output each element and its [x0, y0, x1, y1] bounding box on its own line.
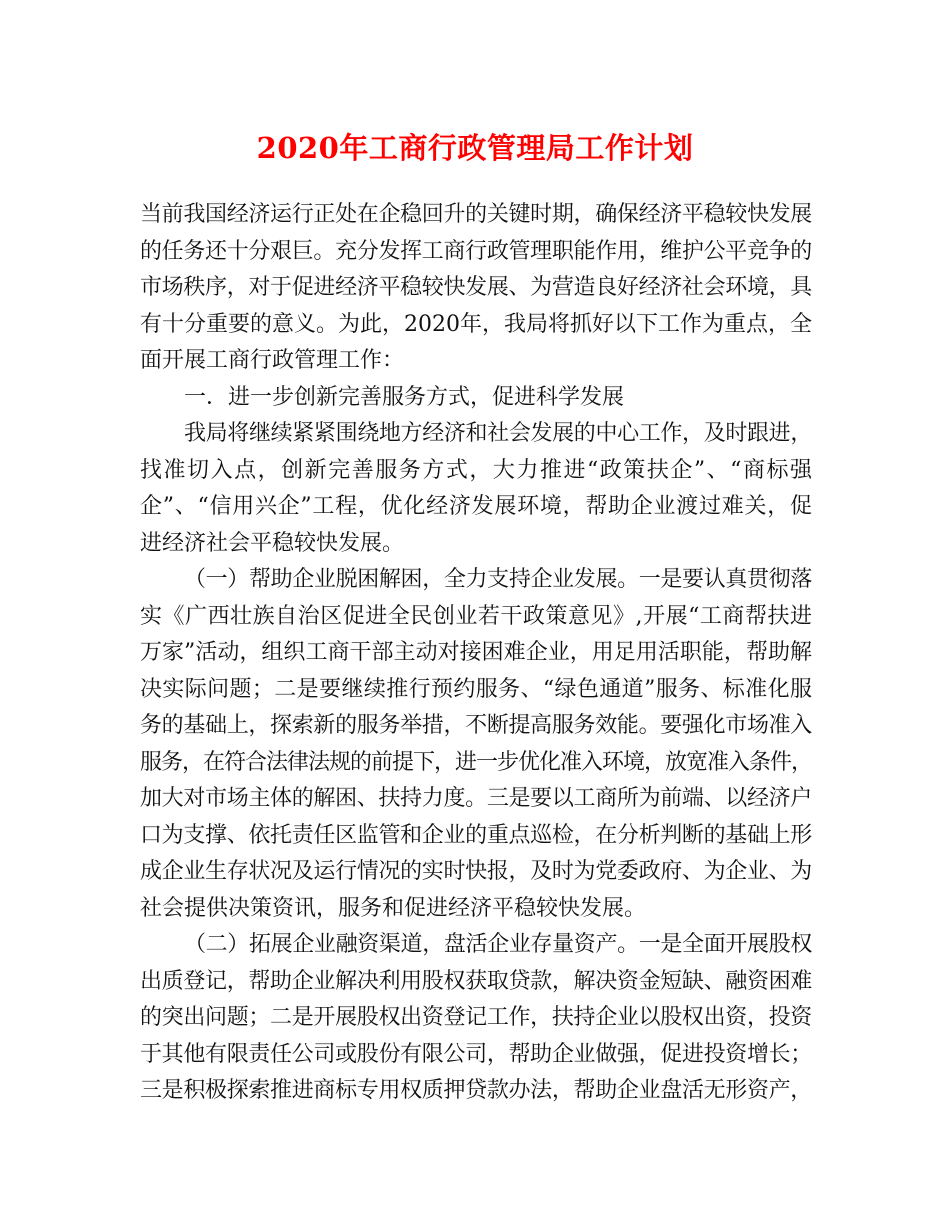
- text-line: 出质登记，帮助企业解决利用股权获取贷款，解决资金短缺、融资困难: [140, 968, 812, 994]
- text-line: 有十分重要的意义。为此，2020年，我局将抓好以下工作为重点，全: [140, 311, 812, 337]
- text-line: 市场秩序，对于促进经济平稳较快发展、为营造良好经济社会环境，具: [140, 275, 812, 300]
- text-line: 找准切入点，创新完善服务方式，大力推进“政策扶企”、“商标强: [140, 457, 812, 483]
- text-line: 一．进一步创新完善服务方式，促进科学发展: [184, 384, 625, 410]
- paragraph: [140, 416, 812, 562]
- text-line: 企”、“信用兴企”工程，优化经济发展环境，帮助企业渡过难关，促: [140, 494, 812, 519]
- text-line: 成企业生存状况及运行情况的实时快报，及时为党委政府、为企业、为: [140, 859, 812, 884]
- text-line: 我局将继续紧紧围绕地方经济和社会发展的中心工作，及时跟进，: [184, 421, 812, 446]
- text-line: 社会提供决策资讯，服务和促进经济平稳较快发展。: [140, 895, 647, 921]
- paragraph: [140, 927, 812, 1110]
- text-line: （一）帮助企业脱困解困，全力支持企业发展。一是要认真贯彻落: [184, 567, 812, 592]
- text-line: 进经济社会平稳较快发展。: [140, 530, 405, 556]
- text-line: 决实际问题；二是要继续推行预约服务、“绿色通道”服务、标准化服: [140, 676, 812, 702]
- paragraph: [140, 562, 812, 927]
- text-line: （二）拓展企业融资渠道，盘活企业存量资产。一是全面开展股权: [184, 932, 812, 957]
- text-line: 服务，在符合法律法规的前提下，进一步优化准入环境，放宽准入条件，: [140, 749, 812, 775]
- text-line: 务的基础上，探索新的服务举措，不断提高服务效能。要强化市场准入: [140, 713, 812, 738]
- text-line: 加大对市场主体的解困、扶持力度。三是要以工商所为前端、以经济户: [140, 786, 812, 811]
- text-line: 实《广西壮族自治区促进全民创业若干政策意见》,开展“工商帮扶进: [140, 603, 812, 629]
- text-line: 口为支撑、依托责任区监管和企业的重点巡检，在分析判断的基础上形: [140, 822, 812, 848]
- text-line: 三是积极探索推进商标专用权质押贷款办法，帮助企业盘活无形资产，: [140, 1078, 812, 1103]
- text-line: 当前我国经济运行正处在企稳回升的关键时期，确保经济平稳较快发展: [140, 202, 812, 227]
- document-title: 2020年工商行政管理局工作计划: [256, 131, 694, 165]
- document-body: [140, 197, 812, 1110]
- section-heading: [140, 380, 812, 417]
- text-line: 的任务还十分艰巨。充分发挥工商行政管理职能作用，维护公平竞争的: [140, 238, 812, 264]
- text-line: 于其他有限责任公司或股份有限公司，帮助企业做强，促进投资增长；: [140, 1041, 812, 1067]
- text-line: 的突出问题；二是开展股权出资登记工作，扶持企业以股权出资，投资: [140, 1005, 812, 1030]
- text-line: 万家”活动，组织工商干部主动对接困难企业，用足用活职能，帮助解: [140, 640, 812, 665]
- text-line: 面开展工商行政管理工作：: [140, 348, 405, 373]
- paragraph: [140, 197, 812, 380]
